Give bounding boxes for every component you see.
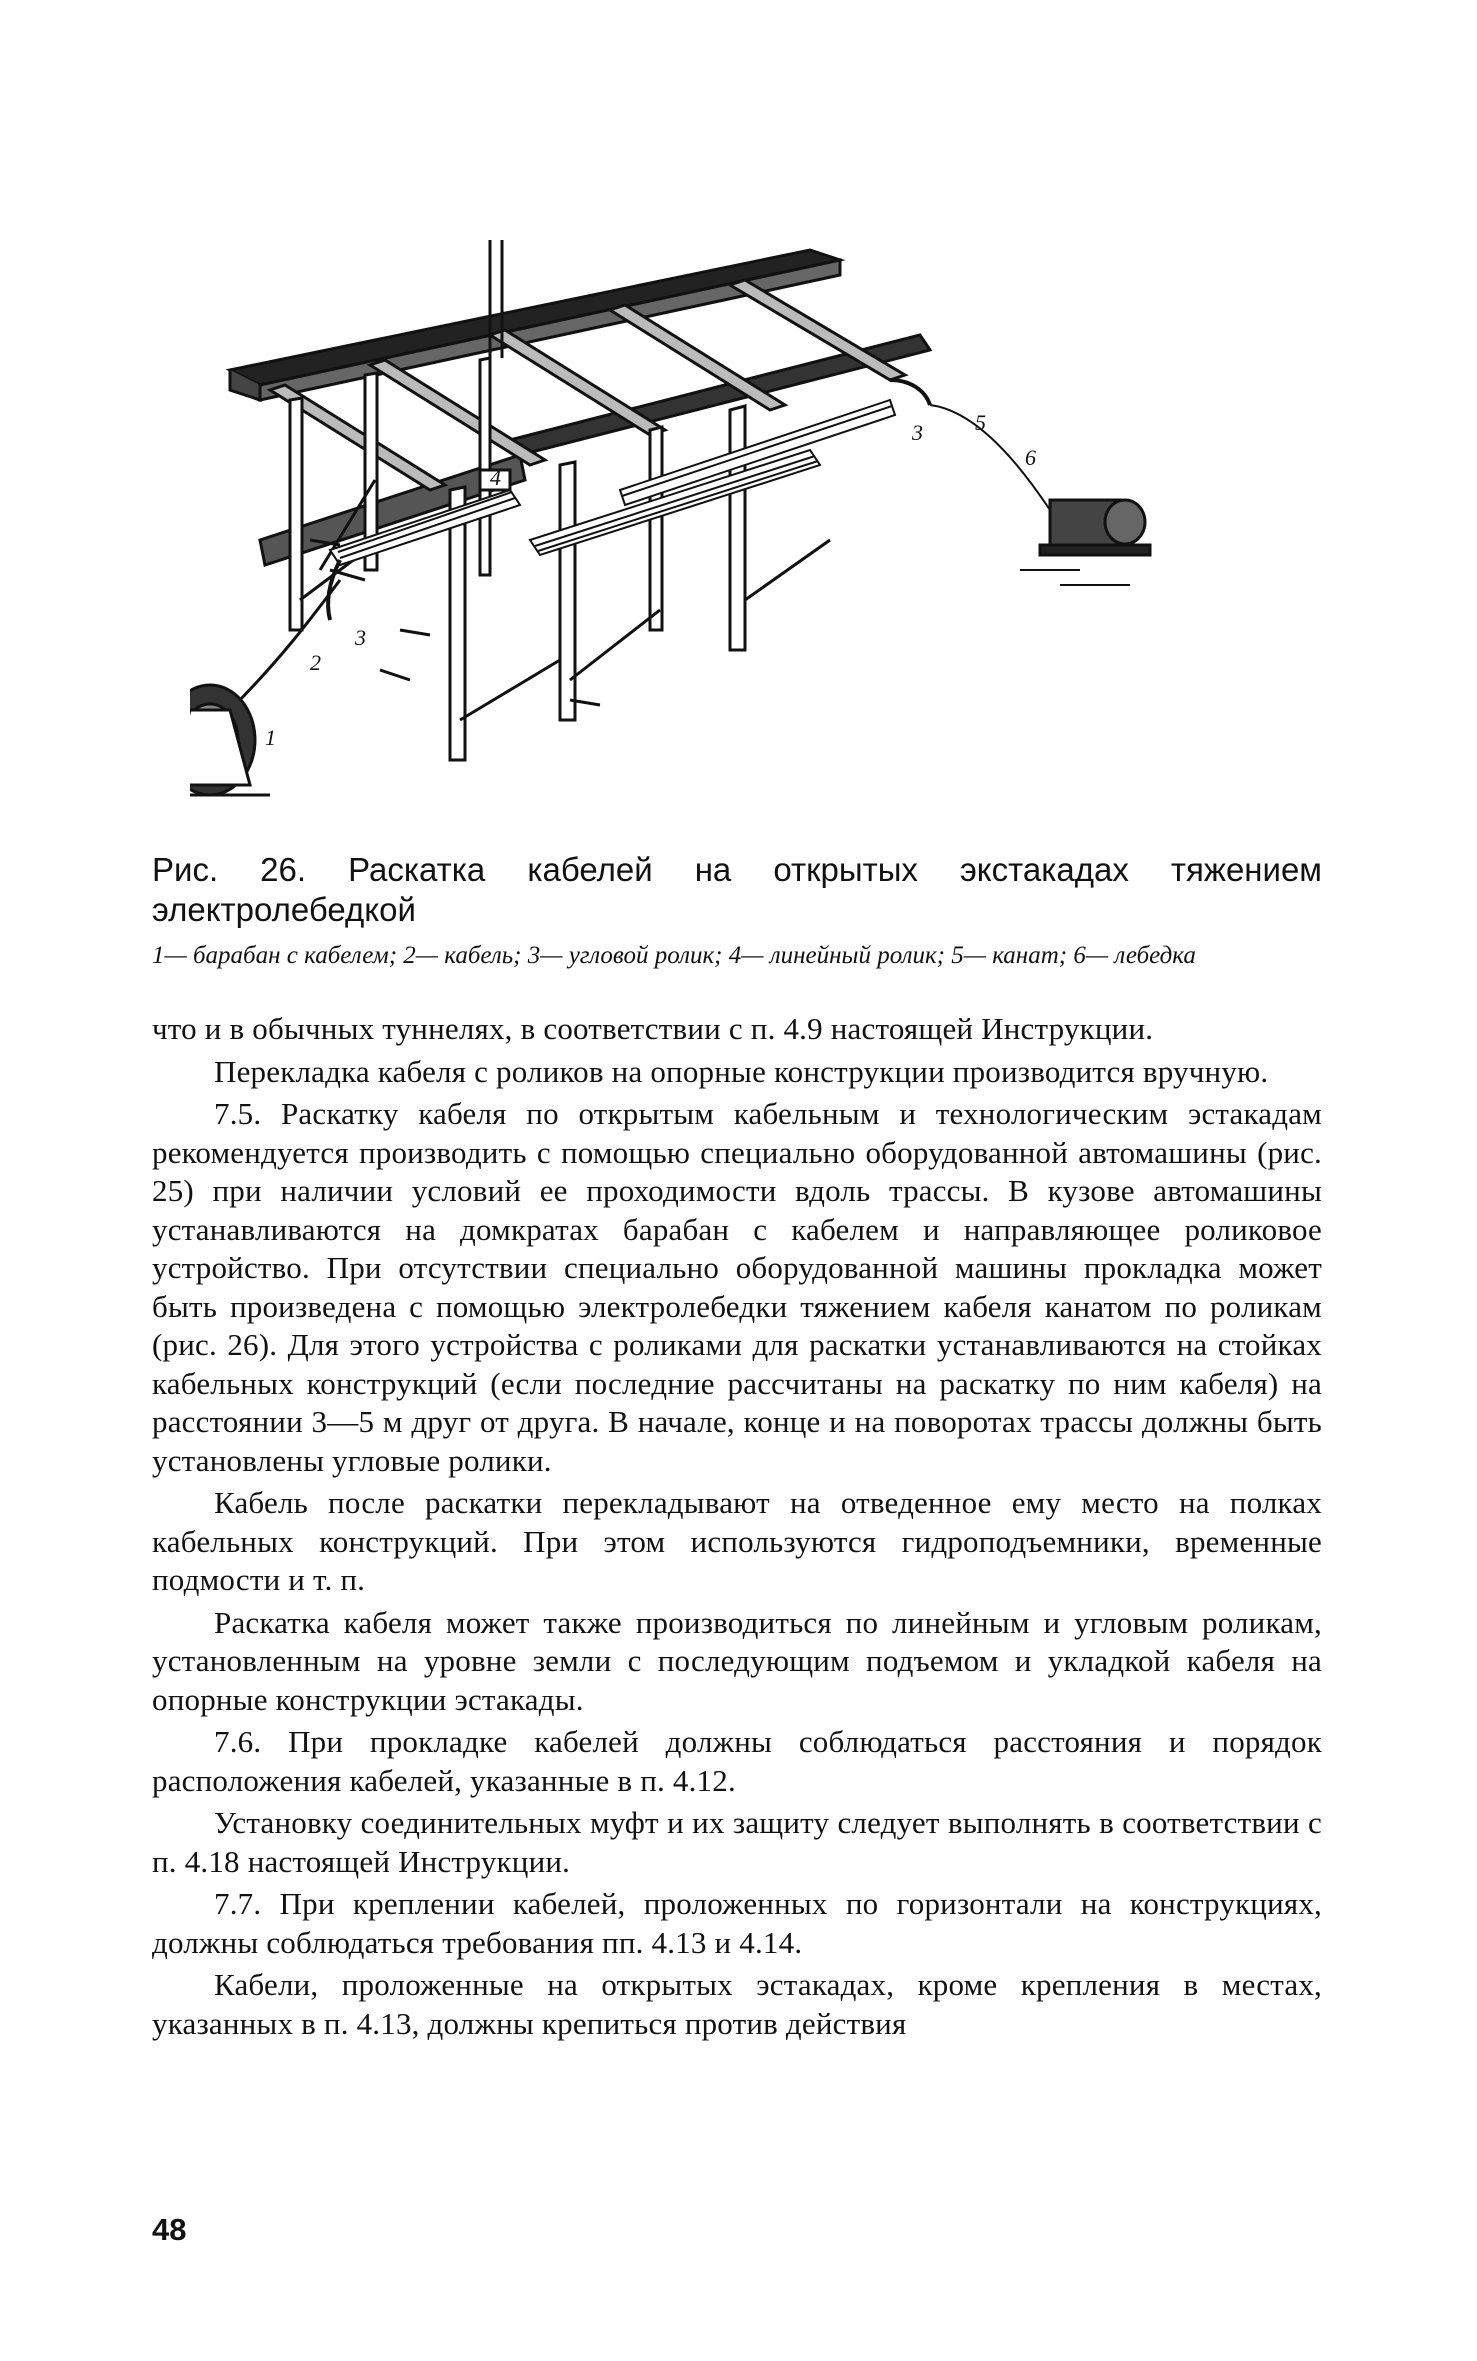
- page-number: 48: [152, 2212, 187, 2247]
- caption-title: Рис. 26. Раскатка кабелей на открытых экстакадах тяжением электролебедкой: [152, 851, 1322, 928]
- callout-5: 5: [975, 410, 986, 435]
- paragraph: 7.7. При креплении кабелей, проложенных по горизонтали на конструкциях, должны соблюдаться требования пп. 4.13 и 4.14.: [152, 1886, 1322, 1960]
- callout-3-right: 3: [912, 420, 923, 445]
- callout-1: 1: [265, 725, 276, 750]
- paragraph: Установку соединительных муфт и их защиту следует выполнять в соответствии с п. 4.18 настоящей Инструкции.: [152, 1805, 1322, 1879]
- paragraph: Перекладка кабеля с роликов на опорные конструкции производится вручную.: [214, 1053, 1269, 1089]
- paragraph: 7.5. Раскатку кабеля по открытым кабельным и технологическим эстакадам рекомендуется производить с помощью специально оборудованной автомашины (рис. 25) при наличии условий ее проходимости вдоль трассы. В кузове автомашины устанавливаются на домкратах барабан с кабелем и направляющее роликовое устройство. При отсутствии специально оборудованной машины прокладка может быть произведена с помощью электролебедки тяжением кабеля канатом по роликам (рис. 26). Для этого устройства с роликами для раскатки устанавливаются на стойках кабельных конструкций (если последние рассчитаны на раскатку по ним кабеля) на расстоянии 3—5 м друг от друга. В начале, конце и на поворотах трассы должны быть установлены угловые ролики.: [152, 1096, 1322, 1478]
- callout-6: 6: [1025, 445, 1036, 470]
- callout-3-left: 3: [355, 625, 366, 650]
- body-text: [152, 1010, 1322, 2047]
- paragraph: Кабель после раскатки перекладывают на отведенное ему место на полках кабельных конструкций. При этом используются гидроподъемники, временные подмости и т. п.: [152, 1485, 1322, 1597]
- paragraph: что и в обычных туннелях, в соответствии с п. 4.9 настоящей Инструкции.: [152, 1011, 1154, 1046]
- paragraph: Раскатка кабеля может также производиться по линейным и угловым роликам, установленным на уровне земли с последующим подъемом и укладкой кабеля на опорные конструкции эстакады.: [152, 1604, 1322, 1717]
- cable-rack-illustration: [190, 240, 1250, 820]
- cable-drum: [190, 685, 270, 795]
- corner-roller-right: [890, 380, 930, 405]
- callout-2: 2: [310, 650, 321, 675]
- winch: [1020, 500, 1150, 585]
- cable-line: [230, 580, 340, 710]
- paragraph: 7.6. При прокладке кабелей должны соблюдаться расстояния и порядок расположения кабелей, указанные в п. 4.12.: [152, 1724, 1322, 1798]
- caption-legend: 1— барабан с кабелем; 2— кабель; 3— угловой ролик; 4— линейный ролик; 5— канат; 6— лебедка: [152, 942, 1196, 969]
- callout-4: 4: [490, 465, 501, 490]
- figure-caption: [152, 850, 1322, 972]
- paragraph: Кабели, проложенные на открытых эстакадах, кроме крепления в местах, указанных в п. 4.13, должны крепиться против действия: [152, 1967, 1322, 2041]
